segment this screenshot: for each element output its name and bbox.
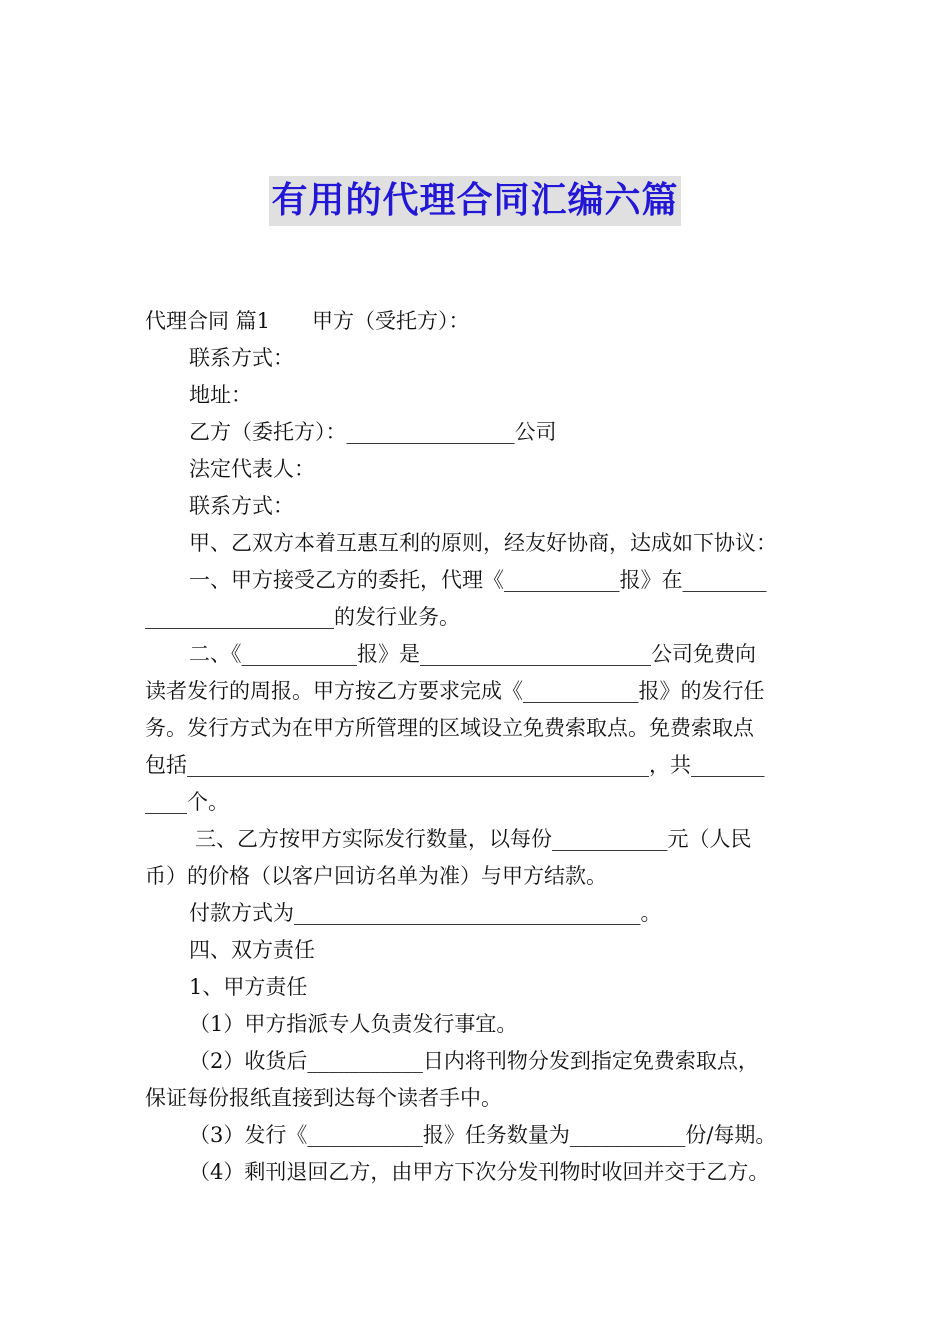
subsection-heading-line: 1、甲方责任	[189, 975, 308, 999]
paragraph-line: 保证每份报纸直接到达每个读者手中。	[145, 1086, 502, 1110]
section-heading-line: 代理合同 篇1 甲方（受托方）：	[145, 309, 470, 333]
paragraph-line: 三、乙方按甲方实际发行数量，以每份___________元（人民	[195, 827, 752, 851]
paragraph-line: 币）的价格（以客户回访名单为准）与甲方结款。	[145, 864, 607, 888]
address-line: 地址：	[189, 383, 252, 407]
paragraph-line: 读者发行的周报。甲方按乙方要求完成《___________报》的发行任	[145, 679, 765, 703]
paragraph-line: 包括____________________________________________，共_______	[145, 753, 765, 777]
legal-rep-line: 法定代表人：	[189, 457, 315, 481]
document-title-block	[0, 176, 950, 226]
document-body	[145, 303, 807, 1191]
paragraph-line: 一、甲方接受乙方的委托，代理《___________报》在________	[189, 568, 767, 592]
paragraph-line: __________________的发行业务。	[145, 605, 460, 629]
section-heading-line: 四、双方责任	[189, 938, 315, 962]
list-item: （2）收货后___________日内将刊物分发到指定免费索取点，	[189, 1049, 759, 1073]
paragraph-line: 付款方式为_________________________________。	[189, 901, 662, 925]
paragraph-line: 二、《___________报》是______________________公司免费向	[189, 642, 756, 666]
list-item: （3）发行《___________报》任务数量为___________份/每期。	[189, 1123, 777, 1147]
party-b-line: 乙方（委托方）：________________公司	[189, 420, 557, 444]
paragraph-line: 甲、乙双方本着互惠互利的原则，经友好协商，达成如下协议：	[189, 531, 777, 555]
list-item: （1）甲方指派专人负责发行事宜。	[189, 1012, 518, 1036]
paragraph-line: 务。发行方式为在甲方所管理的区域设立免费索取点。免费索取点	[145, 716, 754, 740]
list-item: （4）剩刊退回乙方，由甲方下次分发刊物时收回并交于乙方。	[189, 1160, 770, 1184]
contact-line: 联系方式：	[189, 346, 294, 370]
contact-line: 联系方式：	[189, 494, 294, 518]
document-title: 有用的代理合同汇编六篇	[269, 176, 680, 226]
paragraph-line: ____个。	[145, 790, 229, 814]
